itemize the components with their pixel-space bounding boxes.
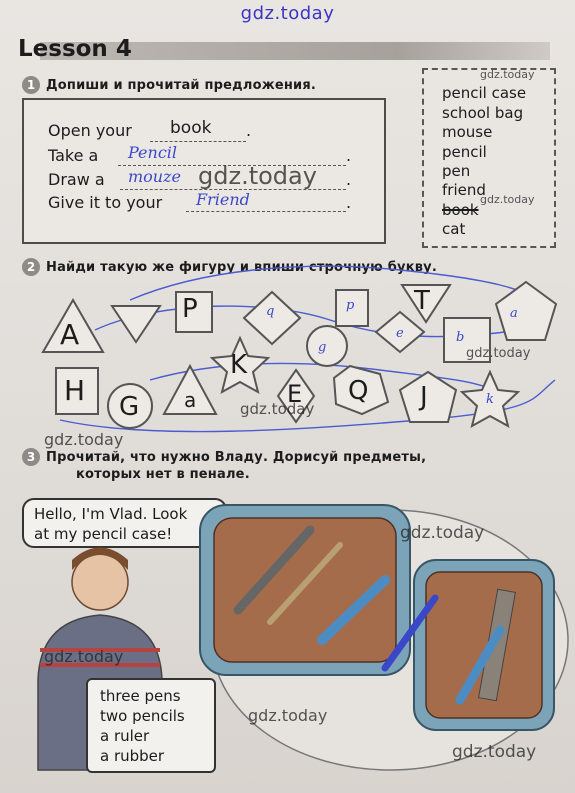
shape-letter: H	[64, 374, 86, 407]
shape-letter: A	[60, 318, 80, 351]
task3-instruction-line2: которых нет в пенале.	[76, 467, 250, 482]
sentence-2: Take a	[48, 146, 99, 165]
sentence-1-end: .	[246, 121, 252, 140]
sentence-4: Give it to your	[48, 193, 163, 212]
answer-1: book	[170, 118, 212, 138]
watermark: gdz.today	[480, 193, 535, 206]
word-item-crossed: book	[442, 201, 479, 219]
watermark: gdz.today	[44, 430, 124, 449]
speech-line-2: at my pencil case!	[34, 525, 173, 543]
word-item: cat	[442, 220, 466, 238]
list-item: a rubber	[100, 747, 165, 765]
answer-2: Pencil	[128, 143, 178, 162]
top-watermark: gdz.today	[240, 3, 335, 24]
watermark: gdz.today	[198, 162, 317, 190]
shape-letter: a	[184, 388, 197, 412]
handwritten-letter: k	[486, 392, 494, 407]
sentence-3: Draw a	[48, 170, 105, 189]
word-item: pen	[442, 162, 471, 180]
word-item: school bag	[442, 104, 524, 122]
handwritten-letter: e	[396, 326, 404, 341]
word-item: friend	[442, 181, 486, 199]
word-item: pencil	[442, 143, 487, 161]
watermark: gdz.today	[240, 400, 315, 418]
boy-head	[72, 554, 128, 610]
task2-number: 2	[22, 258, 40, 276]
handwritten-letter: b	[456, 330, 465, 345]
task1-number: 1	[22, 76, 40, 94]
word-item: mouse	[442, 123, 493, 141]
shape-letter: T	[414, 286, 430, 316]
handwritten-letter: g	[318, 340, 327, 355]
answer-4: Friend	[196, 190, 250, 209]
handwritten-letter: q	[266, 304, 275, 319]
task2-instruction: Найди такую же фигуру и впиши строчную букву.	[46, 260, 437, 275]
lesson-title: Lesson 4	[18, 36, 132, 62]
list-item: three pens	[100, 687, 181, 705]
watermark: gdz.today	[466, 346, 531, 361]
shape-letter: J	[420, 382, 428, 412]
watermark: gdz.today	[44, 647, 124, 666]
shape-letter: E	[287, 380, 303, 408]
list-item: two pencils	[100, 707, 185, 725]
task3-number: 3	[22, 448, 40, 466]
watermark: gdz.today	[248, 706, 328, 725]
task3-instruction-line1: Прочитай, что нужно Владу. Дорисуй предметы,	[46, 450, 427, 465]
shape-letter: P	[182, 294, 198, 324]
list-item: a ruler	[100, 727, 150, 745]
watermark: gdz.today	[480, 68, 535, 81]
word-item: pencil case	[442, 84, 527, 102]
task1-instruction: Допиши и прочитай предложения.	[46, 78, 317, 93]
handwritten-letter: p	[346, 298, 355, 313]
shape-letter: K	[230, 350, 248, 380]
sentence-1: Open your	[48, 121, 132, 140]
handwritten-letter: a	[510, 306, 518, 321]
shape-letter: Q	[348, 376, 369, 406]
items-list	[86, 678, 216, 773]
watermark: gdz.today	[400, 523, 485, 543]
sentence-2-end: .	[346, 146, 352, 165]
watermark: gdz.today	[452, 742, 537, 762]
answer-3: mouze	[128, 167, 182, 186]
sentence-3-end: .	[346, 170, 352, 189]
shape-letter: G	[119, 392, 140, 422]
sentence-4-end: .	[346, 193, 352, 212]
speech-line-1: Hello, I'm Vlad. Look	[34, 505, 188, 523]
